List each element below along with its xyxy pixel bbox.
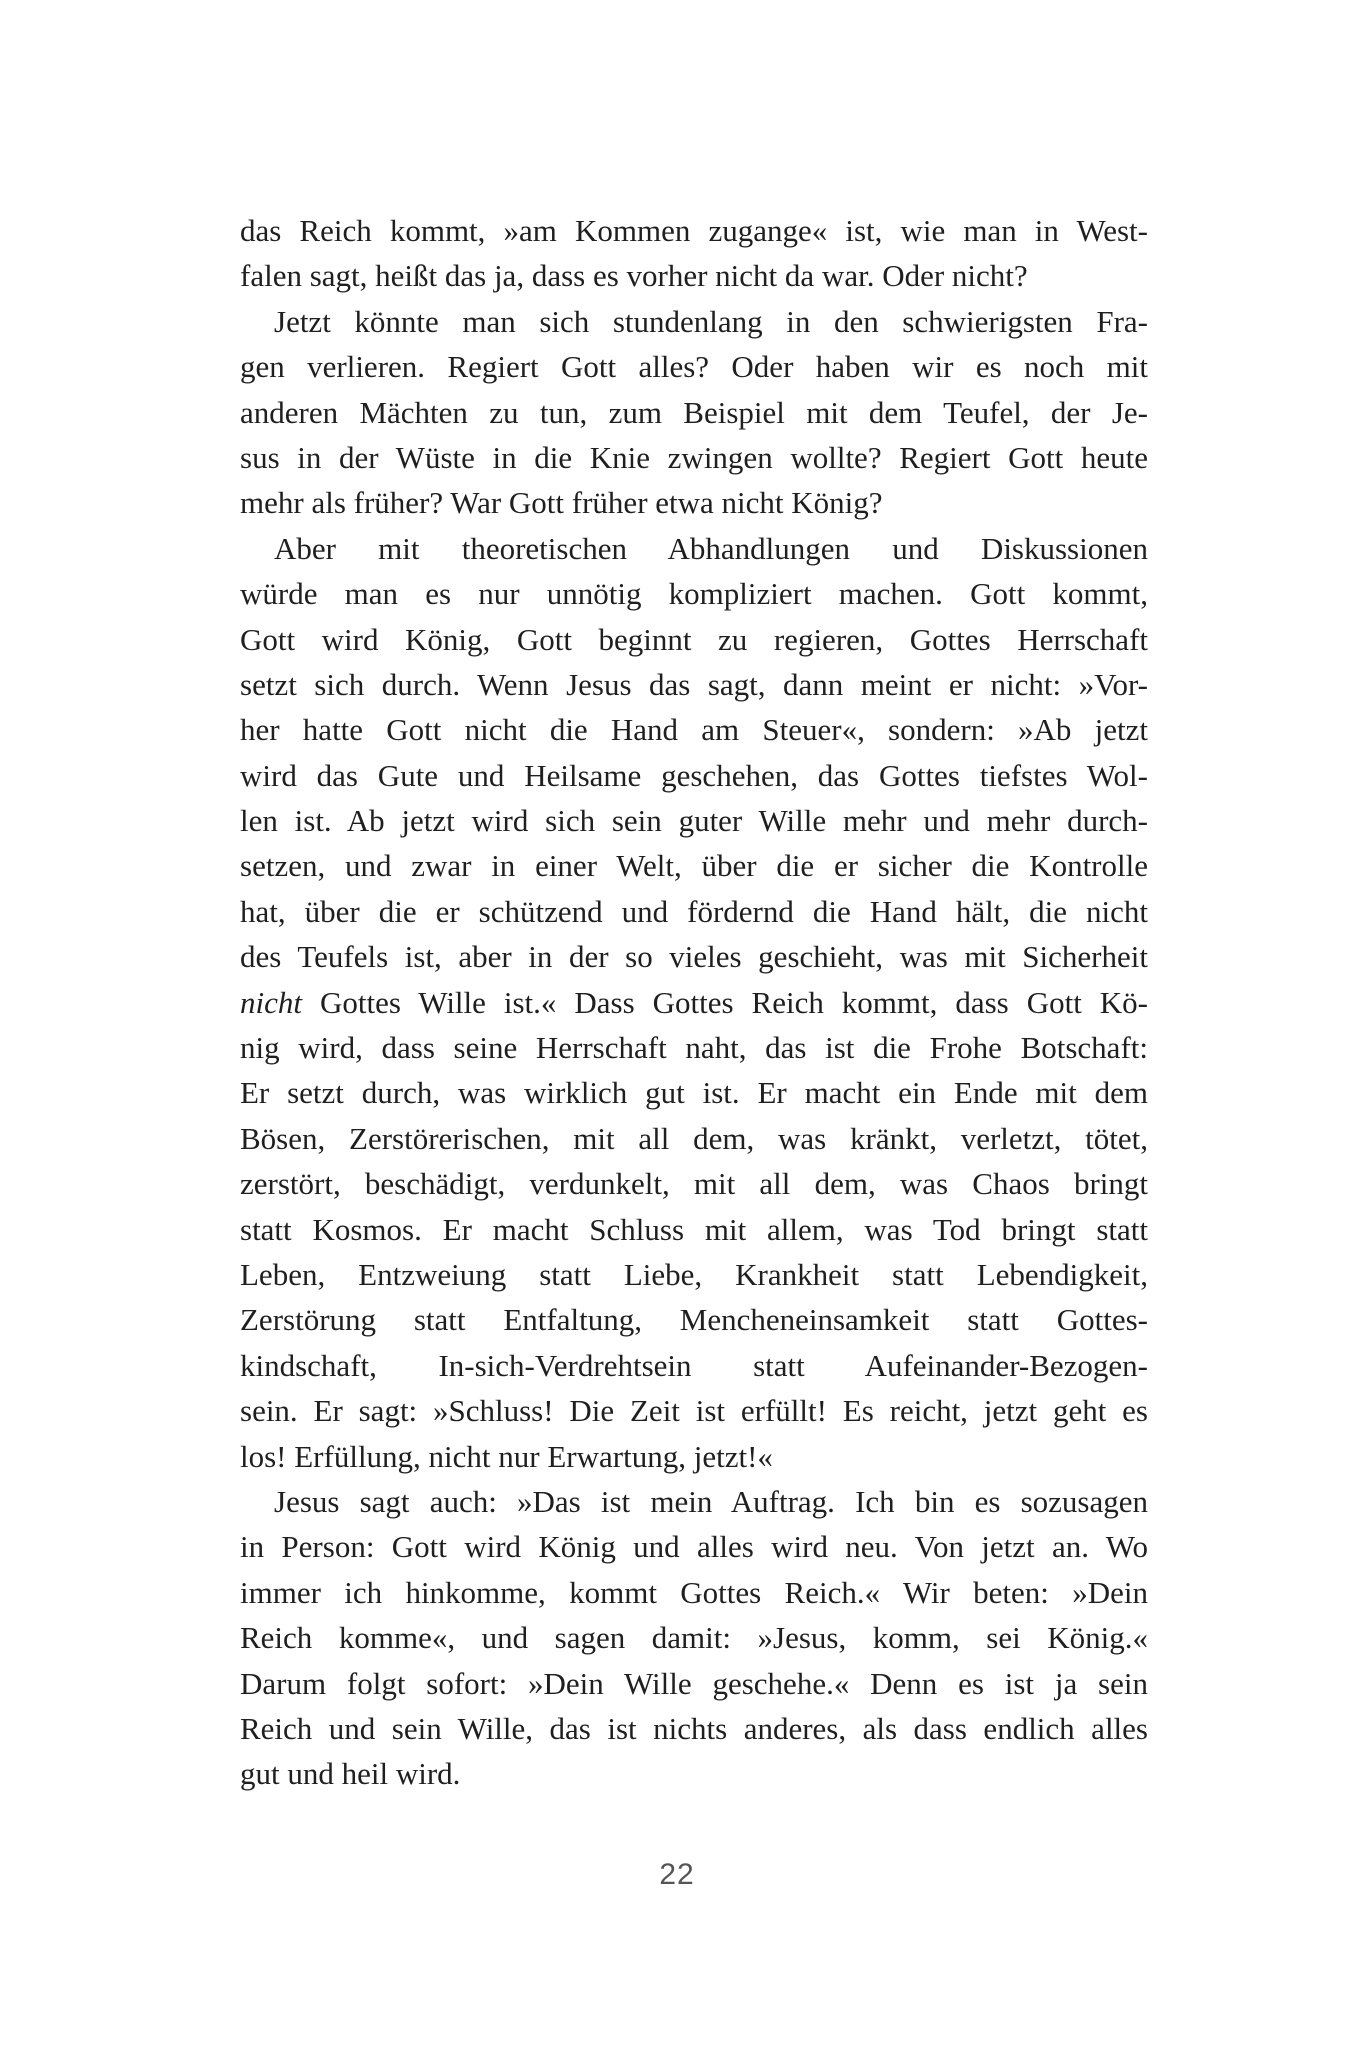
text-line: gen verlieren. Regiert Gott alles? Oder haben wir es noch mit (240, 349, 1148, 385)
text-line: in Person: Gott wird König und alles wird neu. Von jetzt an. Wo (240, 1529, 1148, 1565)
text-line: Darum folgt sofort: »Dein Wille geschehe.« Denn es ist ja sein (240, 1665, 1148, 1701)
text-line: Bösen, Zerstörerischen, mit all dem, was kränkt, verletzt, tötet, (240, 1120, 1148, 1156)
text-line: setzt sich durch. Wenn Jesus das sagt, dann meint er nicht: »Vor- (240, 666, 1148, 702)
text-line: Reich und sein Wille, das ist nichts anderes, als dass endlich alles (240, 1710, 1148, 1746)
text-line-rest: Gottes Wille ist.« Dass Gottes Reich kommt, dass Gott Kö- (302, 984, 1148, 1020)
text-line: Er setzt durch, was wirklich gut ist. Er macht ein Ende mit dem (240, 1075, 1148, 1111)
text-line: Gott wird König, Gott beginnt zu regieren, Gottes Herrschaft (240, 621, 1148, 657)
text-line: Jetzt könnte man sich stundenlang in den schwierigsten Fra- (274, 303, 1148, 339)
text-line: setzen, und zwar in einer Welt, über die er sicher die Kontrolle (240, 848, 1148, 884)
text-line: Aber mit theoretischen Abhandlungen und Diskussionen (274, 530, 1148, 566)
text-line: sus in der Wüste in die Knie zwingen wollte? Regiert Gott heute (240, 439, 1148, 475)
text-line: mehr als früher? War Gott früher etwa nicht König? (240, 485, 883, 521)
italic-emphasis: nicht (240, 984, 302, 1020)
text-line: das Reich kommt, »am Kommen zugange« ist, wie man in West- (240, 213, 1148, 248)
text-line: len ist. Ab jetzt wird sich sein guter Wille mehr und mehr durch- (240, 803, 1148, 839)
text-line: immer ich hinkomme, kommt Gottes Reich.« Wir beten: »Dein (240, 1574, 1148, 1610)
text-line: Leben, Entzweiung statt Liebe, Krankheit statt Lebendigkeit, (240, 1256, 1148, 1292)
text-line: hat, über die er schützend und fördernd die Hand hält, die nicht (240, 893, 1148, 929)
text-line: des Teufels ist, aber in der so vieles geschieht, was mit Sicherheit (240, 939, 1148, 975)
text-line: gut und heil wird. (240, 1756, 461, 1792)
text-line: nig wird, dass seine Herrschaft naht, das ist die Frohe Botschaft: (240, 1030, 1148, 1066)
text-line: Jesus sagt auch: »Das ist mein Auftrag. Ich bin es sozusagen (274, 1483, 1148, 1519)
page-number: 22 (659, 1858, 695, 1891)
body-text (240, 208, 1148, 1797)
text-line: wird das Gute und Heilsame geschehen, das Gottes tiefstes Wol- (240, 757, 1148, 793)
text-line: her hatte Gott nicht die Hand am Steuer«, sondern: »Ab jetzt (240, 712, 1148, 748)
text-line: Zerstörung statt Entfaltung, Mencheneinsamkeit statt Gottes- (240, 1302, 1148, 1338)
text-line: würde man es nur unnötig kompliziert machen. Gott kommt, (240, 576, 1148, 612)
text-line: los! Erfüllung, nicht nur Erwartung, jetzt!« (240, 1438, 773, 1474)
text-line (240, 980, 1148, 1025)
text-line: Reich komme«, und sagen damit: »Jesus, komm, sei König.« (240, 1620, 1148, 1656)
text-line: anderen Mächten zu tun, zum Beispiel mit dem Teufel, der Je- (240, 394, 1148, 430)
text-line: zerstört, beschädigt, verdunkelt, mit all dem, was Chaos bringt (240, 1166, 1148, 1202)
text-line: statt Kosmos. Er macht Schluss mit allem, was Tod bringt statt (240, 1211, 1148, 1247)
text-line: sein. Er sagt: »Schluss! Die Zeit ist erfüllt! Es reicht, jetzt geht es (240, 1393, 1148, 1429)
text-line: kindschaft, In-sich-Verdrehtsein statt Aufeinander-Bezogen- (240, 1347, 1148, 1383)
text-line: falen sagt, heißt das ja, dass es vorher nicht da war. Oder nicht? (240, 258, 1028, 294)
